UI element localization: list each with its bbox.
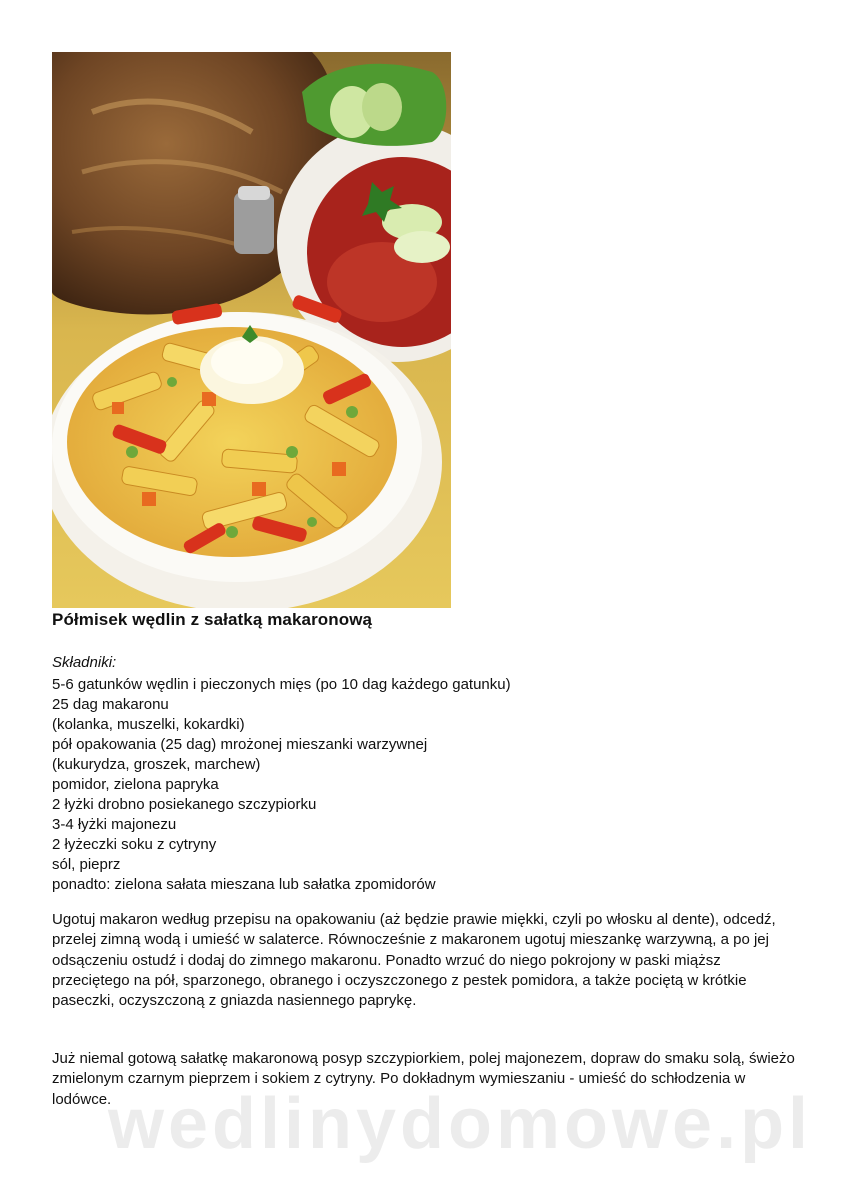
ingredient-item: pomidor, zielona papryka: [52, 776, 219, 793]
ingredients-heading: Składniki:: [52, 654, 117, 671]
ingredient-item: sól, pieprz: [52, 856, 121, 873]
ingredient-item: 3-4 łyżki majonezu: [52, 816, 177, 833]
ingredient-item: (kukurydza, groszek, marchew): [52, 756, 261, 773]
ingredient-item: 2 łyżki drobno posiekanego szczypiorku: [52, 796, 317, 813]
ingredient-item: pół opakowania (25 dag) mrożonej mieszanki warzywnej: [52, 736, 428, 753]
instructions-paragraph-1: Ugotuj makaron według przepisu na opakowaniu (aż będzie prawie miękki, czyli po włosku al dente), odcedź, przelej zimną wodą i umieść w salaterce. Równocześnie z makaronem ugotuj mieszankę warzywną, a po jej odsączeniu ostudź i dodaj do zimnego makaronu. Ponadto wrzuć do niego pokrojony w paski miąższ przeciętego na pół, sparzonego, obranego i oczyszczonego z pestek pomidora, a także pociętą w krótkie paseczki, oczyszczoną z gniazda nasiennego paprykę.: [52, 911, 776, 1010]
ingredient-item: 5-6 gatunków wędlin i pieczonych mięs (po 10 dag każdego gatunku): [52, 676, 511, 693]
recipe-photo: [52, 52, 451, 608]
instructions-paragraph-2: Już niemal gotową sałatkę makaronową posyp szczypiorkiem, polej majonezem, dopraw do smaku solą, świeżo zmielonym czarnym pieprzem i sokiem z cytryny. Po dokładnym wymieszaniu - umieść do schłodzenia w lodówce.: [52, 1050, 795, 1108]
ingredient-item: 2 łyżeczki soku z cytryny: [52, 836, 217, 853]
ingredient-item: 25 dag makaronu: [52, 696, 169, 713]
ingredient-item: ponadto: zielona sałata mieszana lub sałatka zpomidorów: [52, 876, 436, 893]
recipe-title: Półmisek wędlin z sałatką makaronową: [52, 610, 373, 629]
ingredient-item: (kolanka, muszelki, kokardki): [52, 716, 245, 733]
ingredients-list: [52, 675, 511, 895]
watermark: wedlinydomowe.pl: [108, 1084, 813, 1164]
